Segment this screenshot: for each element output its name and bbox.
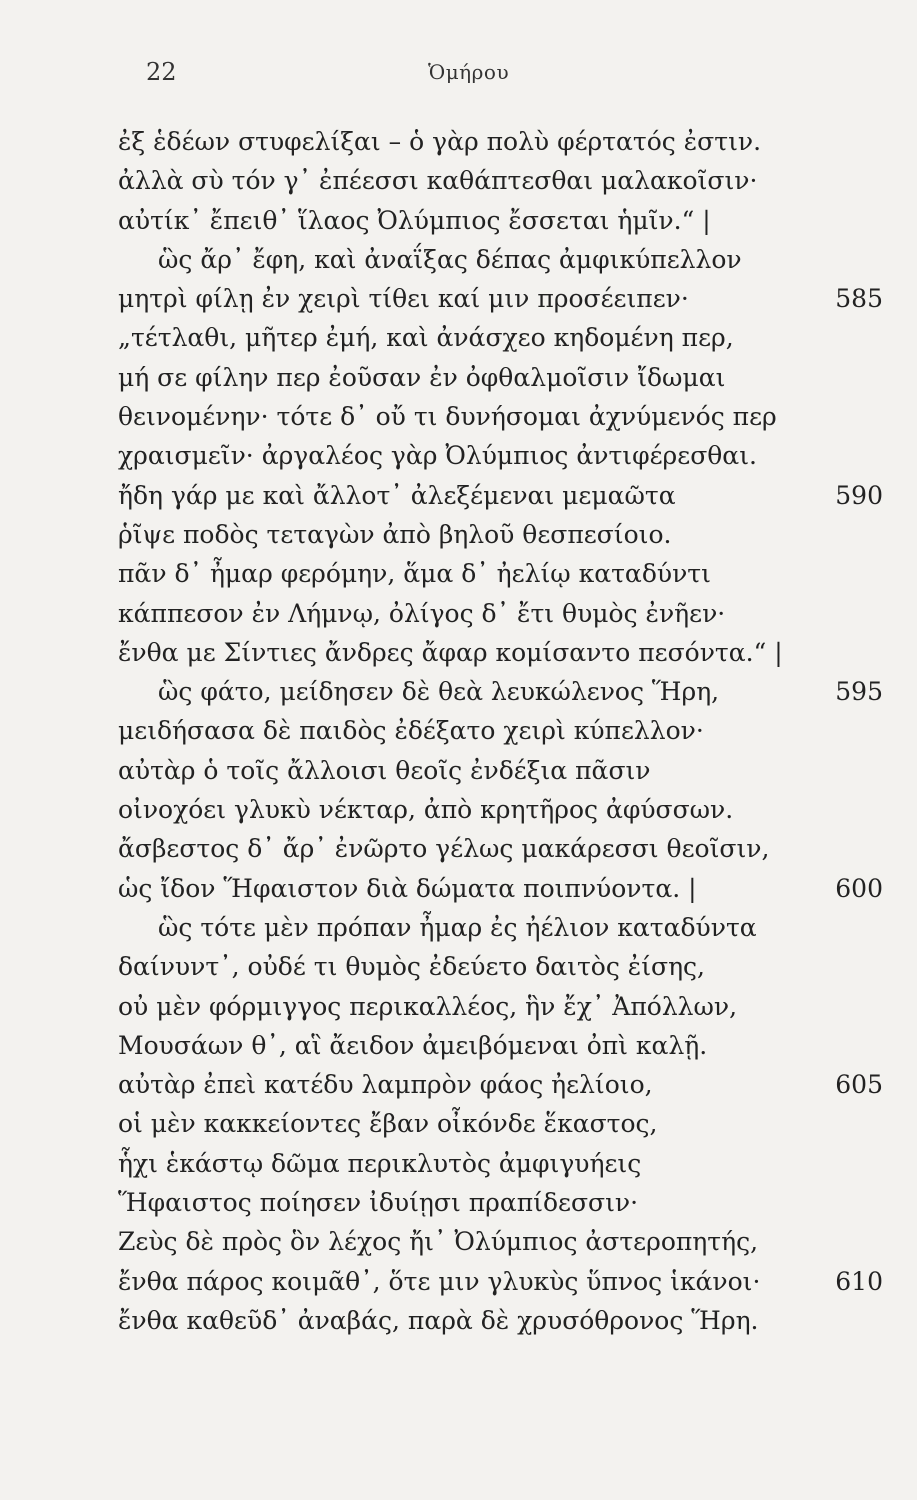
verse-text: Μουσάων θ᾽, αἳ ἄειδον ἀμειβόμεναι ὀπὶ καλῇ. [118,1030,708,1060]
page-number: 22 [146,58,177,86]
verse-text: „τέτλαθι, μῆτερ ἐμή, καὶ ἀνάσχεο κηδομένη περ, [118,323,734,353]
running-title: Ὁμήρου [428,60,510,84]
verse-text: ῥῖψε ποδὸς τεταγὼν ἀπὸ βηλοῦ θεσπεσίοιο. [118,519,672,549]
verse-text: ἐξ ἑδέων στυφελίξαι – ὁ γὰρ πολὺ φέρτατός ἐστιν. [118,127,762,156]
verse-text: ὣς ἄρ᾽ ἔφη, καὶ ἀναΐξας δέπας ἀμφικύπελλον [158,244,742,274]
line-number: 610 [835,1266,883,1296]
verse-text: ὡς ἴδον Ἥφαιστον διὰ δώματα ποιπνύοντα. | [118,873,697,903]
verse-line [118,869,883,908]
verse-text: ἔνθα πάρος κοιμᾶθ᾽, ὅτε μιν γλυκὺς ὕπνος ἱκάνοι· [118,1266,761,1296]
verse-line [118,201,883,240]
verse-line [118,240,883,279]
verse-text: μειδήσασα δὲ παιδὸς ἐδέξατο χειρὶ κύπελλον· [118,716,704,746]
verse-line [118,947,883,986]
verse-text: Ζεὺς δὲ πρὸς ὃν λέχος ἤι᾽ Ὀλύμπιος ἀστεροπητής, [118,1227,759,1257]
verse-line [118,711,883,750]
verse-line [118,1222,883,1261]
line-number: 600 [835,873,883,903]
verse-text: ὣς φάτο, μείδησεν δὲ θεὰ λευκώλενος Ἥρη, [158,677,720,707]
verse-text: ἄσβεστος δ᾽ ἄρ᾽ ἐνῶρτο γέλως μακάρεσσι θεοῖσιν, [118,834,770,864]
verse-text: ἤδη γάρ με καὶ ἄλλοτ᾽ ἀλεξέμεναι μεμαῶτα [118,480,676,510]
verse-text: οἰνοχόει γλυκὺ νέκταρ, ἀπὸ κρητῆρος ἀφύσσων. [118,795,734,825]
verse-line [118,908,883,947]
verse-text: δαίνυντ᾽, οὐδέ τι θυμὸς ἐδεύετο δαιτὸς ἐίσης, [118,952,705,982]
verse-line [118,633,883,672]
verse-text: πᾶν δ᾽ ἦμαρ φερόμην, ἅμα δ᾽ ἠελίῳ καταδύντι [118,559,711,589]
line-number: 595 [835,677,883,707]
verse-line [118,790,883,829]
verse-text: ἔνθα καθεῦδ᾽ ἀναβάς, παρὰ δὲ χρυσόθρονος Ἥρη. [118,1305,759,1335]
verse-line [118,594,883,633]
verse-text: ἧχι ἑκάστῳ δῶμα περικλυτὸς ἀμφιγυήεις [118,1148,642,1178]
verse-line [118,397,883,436]
verse-text: ἔνθα με Σίντιες ἄνδρες ἄφαρ κομίσαντο πεσόντα.“ | [118,637,783,667]
verse-text: οὐ μὲν φόρμιγγος περικαλλέος, ἣν ἔχ᾽ Ἀπόλλων, [118,991,738,1021]
line-number: 590 [835,480,883,510]
verse-line [118,1104,883,1143]
verse-line [118,318,883,357]
verse-line [118,1183,883,1222]
verse-line [118,1144,883,1183]
verse-text: αὐτὰρ ὁ τοῖς ἄλλοισι θεοῖς ἐνδέξια πᾶσιν [118,755,651,785]
verse-text: αὐτίκ᾽ ἔπειθ᾽ ἵλαος Ὀλύμπιος ἔσσεται ἡμῖν.“ | [118,205,711,235]
verse-line [118,515,883,554]
verse-line [118,1026,883,1065]
verse-line [118,358,883,397]
verse-text: ἀλλὰ σὺ τόν γ᾽ ἐπέεσσι καθάπτεσθαι μαλακοῖσιν· [118,166,758,196]
verse-text: κάππεσον ἐν Λήμνῳ, ὀλίγος δ᾽ ἔτι θυμὸς ἐνῆεν· [118,598,726,628]
verse-line [118,436,883,475]
verse-text: μητρὶ φίλῃ ἐν χειρὶ τίθει καί μιν προσέειπεν· [118,284,689,314]
verse-line [118,751,883,790]
verse-line [118,1301,883,1340]
verse-line [118,987,883,1026]
verse-line [118,279,883,318]
verse-text: θεινομένην· τότε δ᾽ οὔ τι δυνήσομαι ἀχνύμενός περ [118,402,777,432]
verse-text: ὣς τότε μὲν πρόπαν ἦμαρ ἐς ἠέλιον καταδύντα [158,912,757,942]
verse-line [118,672,883,711]
verse-line [118,161,883,200]
line-number: 585 [835,284,883,314]
verse-line [118,829,883,868]
verse-text: χραισμεῖν· ἀργαλέος γὰρ Ὀλύμπιος ἀντιφέρεσθαι. [118,441,757,471]
verse-text: οἱ μὲν κακκείοντες ἔβαν οἶκόνδε ἕκαστος, [118,1109,658,1139]
verse-text: Ἥφαιστος ποίησεν ἰδυίῃσι πραπίδεσσιν· [118,1188,639,1218]
line-number: 605 [835,1070,883,1100]
verse-line [118,122,883,161]
verse-text: μή σε φίλην περ ἐοῦσαν ἐν ὀφθαλμοῖσιν ἴδωμαι [118,362,726,392]
verse-text: αὐτὰρ ἐπεὶ κατέδυ λαμπρὸν φάος ἠελίοιο, [118,1070,653,1100]
verse-line [118,1065,883,1104]
verse-block [118,122,883,1340]
verse-line [118,554,883,593]
verse-line [118,476,883,515]
verse-line [118,1262,883,1301]
